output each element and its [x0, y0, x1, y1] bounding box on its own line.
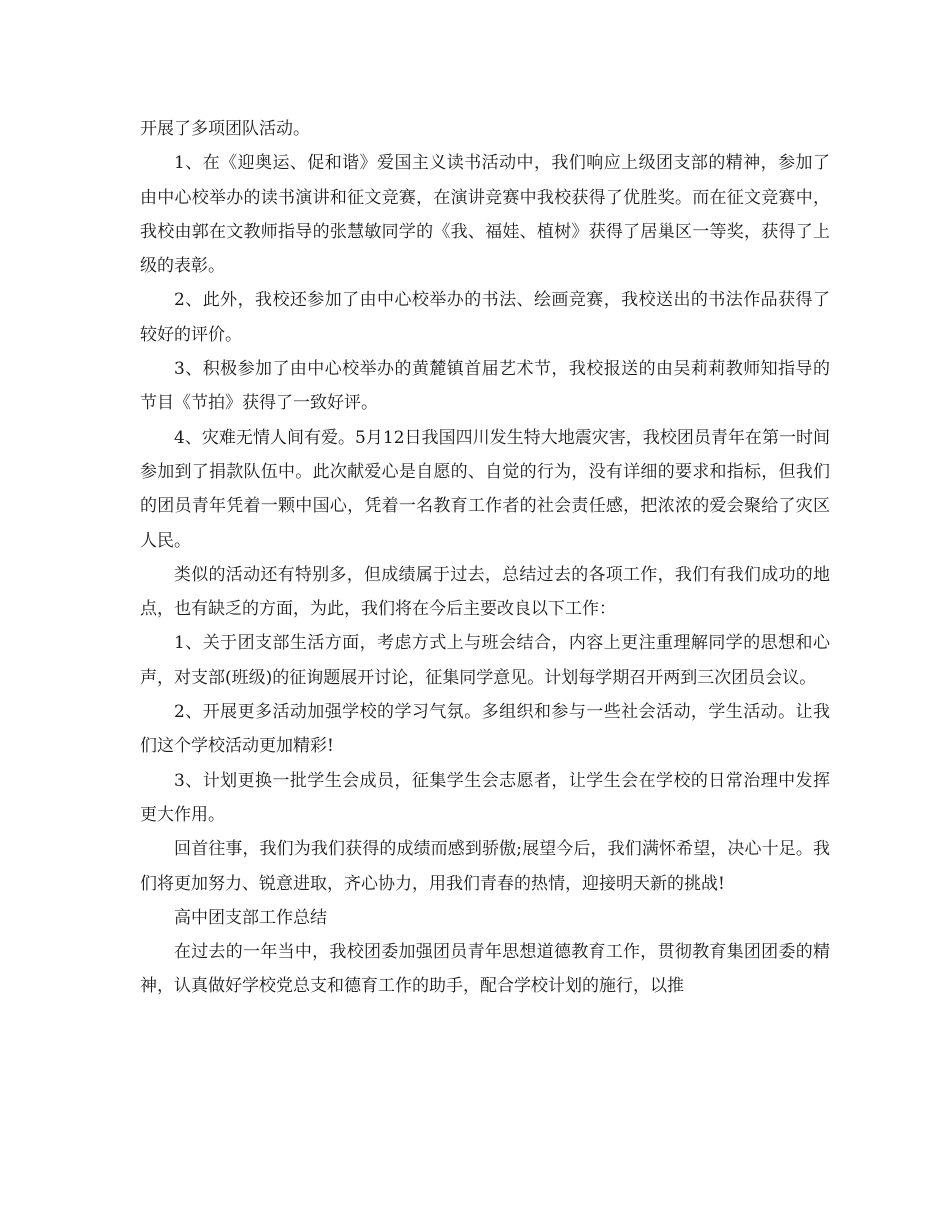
paragraph-plan-activities: 2、开展更多活动加强学校的学习气氛。多组织和参与一些社会活动，学生活动。让我们这个学校活动更加精彩! [140, 702, 830, 757]
paragraph-summary: 类似的活动还有特别多，但成绩属于过去，总结过去的各项工作，我们有我们成功的地点，也有缺乏的方面，为此，我们将在今后主要改良以下工作： [140, 564, 830, 620]
paragraph-plan-branch-life: 1、关于团支部生活方面，考虑方式上与班会结合，内容上更注重理解同学的思想和心声，对支部(班级)的征询题展开讨论，征集同学意见。计划每学期召开两到三次团员会议。 [140, 633, 830, 688]
paragraph-earthquake-donation: 4、灾难无情人间有爱。5月12日我国四川发生特大地震灾害，我校团员青年在第一时间参加到了捐款队伍中。此次献爱心是自愿的、自觉的行为，没有详细的要求和指标，但我们的团员青年凭着一颗中国心，凭着一名教育工作者的社会责任感，把浓浓的爱会聚给了灾区人民。 [140, 427, 830, 551]
paragraph-plan-student-union: 3、计划更换一批学生会成员，征集学生会志愿者，让学生会在学校的日常治理中发挥更大作用。 [140, 770, 830, 825]
paragraph-new-section: 在过去的一年当中，我校团委加强团员青年思想道德教育工作，贯彻教育集团团委的精神，认真做好学校党总支和德育工作的助手，配合学校计划的施行，以推 [140, 942, 830, 997]
section-heading: 高中团支部工作总结 [174, 907, 327, 928]
paragraph-calligraphy-contest: 2、此外，我校还参加了由中心校举办的书法、绘画竞赛，我校送出的书法作品获得了较好的评价。 [140, 290, 830, 345]
paragraph-art-festival: 3、积极参加了由中心校举办的黄麓镇首届艺术节，我校报送的由吴莉莉教师知指导的节目《节拍》获得了一致好评。 [140, 359, 830, 414]
paragraph-conclusion: 回首往事，我们为我们获得的成绩而感到骄傲;展望今后，我们满怀希望，决心十足。我们将更加努力、锐意进取，齐心协力，用我们青春的热情，迎接明天新的挑战! [140, 839, 830, 894]
document-page [140, 112, 830, 1004]
paragraph-reading-activity: 1、在《迎奥运、促和谐》爱国主义读书活动中，我们响应上级团支部的精神，参加了由中心校举办的读书演讲和征文竞赛，在演讲竞赛中我校获得了优胜奖。而在征文竞赛中，我校由郭在文教师指导的张慧敏同学的《我、福娃、植树》获得了居巢区一等奖，获得了上级的表彰。 [140, 153, 830, 277]
paragraph-intro: 开展了多项团队活动。 [140, 119, 310, 139]
